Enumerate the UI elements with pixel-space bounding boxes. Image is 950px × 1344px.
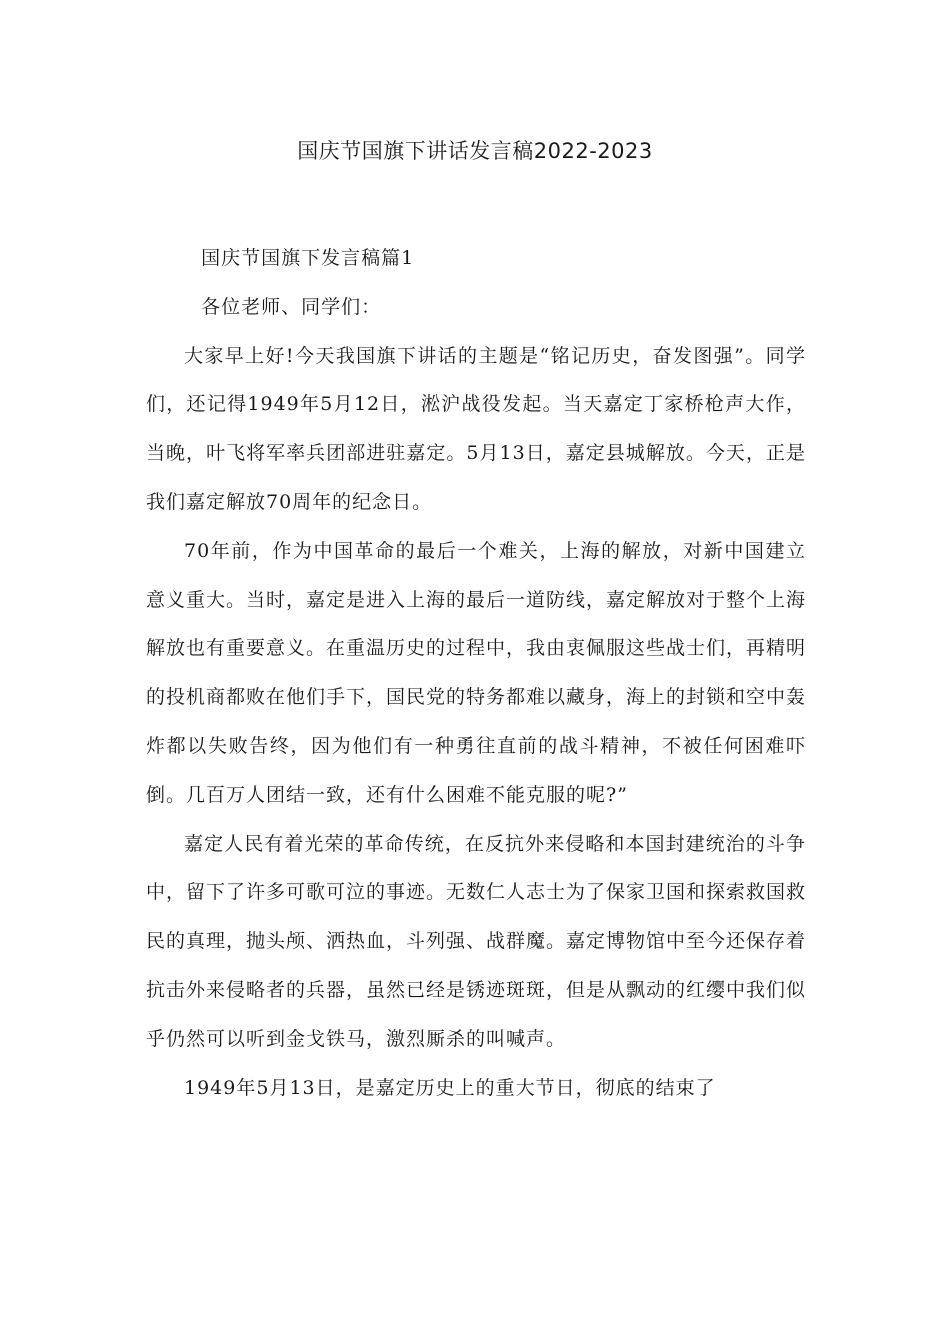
body-paragraph-2: 70年前，作为中国革命的最后一个难关，上海的解放，对新中国建立意义重大。当时，嘉定是进入上海的最后一道防线，嘉定解放对于整个上海解放也有重要意义。在重温历史的过程中，我由衷佩服这些战士们，再精明的投机商都败在他们手下，国民党的特务都难以藏身，海上的封锁和空中轰炸都以失败告终，因为他们有一种勇往直前的战斗精神，不被任何困难吓倒。几百万人团结一致，还有什么困难不能克服的呢?” (146, 539, 807, 806)
document-title: 国庆节国旗下讲话发言稿2022-2023 (297, 139, 653, 163)
body-paragraph-3: 嘉定人民有着光荣的革命传统，在反抗外来侵略和本国封建统治的斗争中，留下了许多可歌可泣的事迹。无数仁人志士为了保家卫国和探索救国救民的真理，抛头颅、洒热血，斗列强、战群魔。嘉定博物馆中至今还保存着抗击外来侵略者的兵器，虽然已经是锈迹斑斑，但是从飘动的红缨中我们似乎仍然可以听到金戈铁马，激烈厮杀的叫喊声。 (146, 832, 807, 1050)
section-heading: 国庆节国旗下发言稿篇1 (201, 247, 415, 269)
document-body (146, 234, 806, 1112)
body-paragraph-4: 1949年5月13日，是嘉定历史上的重大节日，彻底的结束了 (184, 1076, 716, 1099)
greeting-line: 各位老师、同学们： (201, 295, 382, 318)
body-paragraph-1: 大家早上好!今天我国旗下讲话的主题是“铭记历史，奋发图强”。同学们，还记得1949年5月12日，淞沪战役发起。当天嘉定丁家桥枪声大作，当晚，叶飞将军率兵团部进驻嘉定。5月13日，嘉定县城解放。今天，正是我们嘉定解放70周年的纪念日。 (146, 344, 806, 513)
